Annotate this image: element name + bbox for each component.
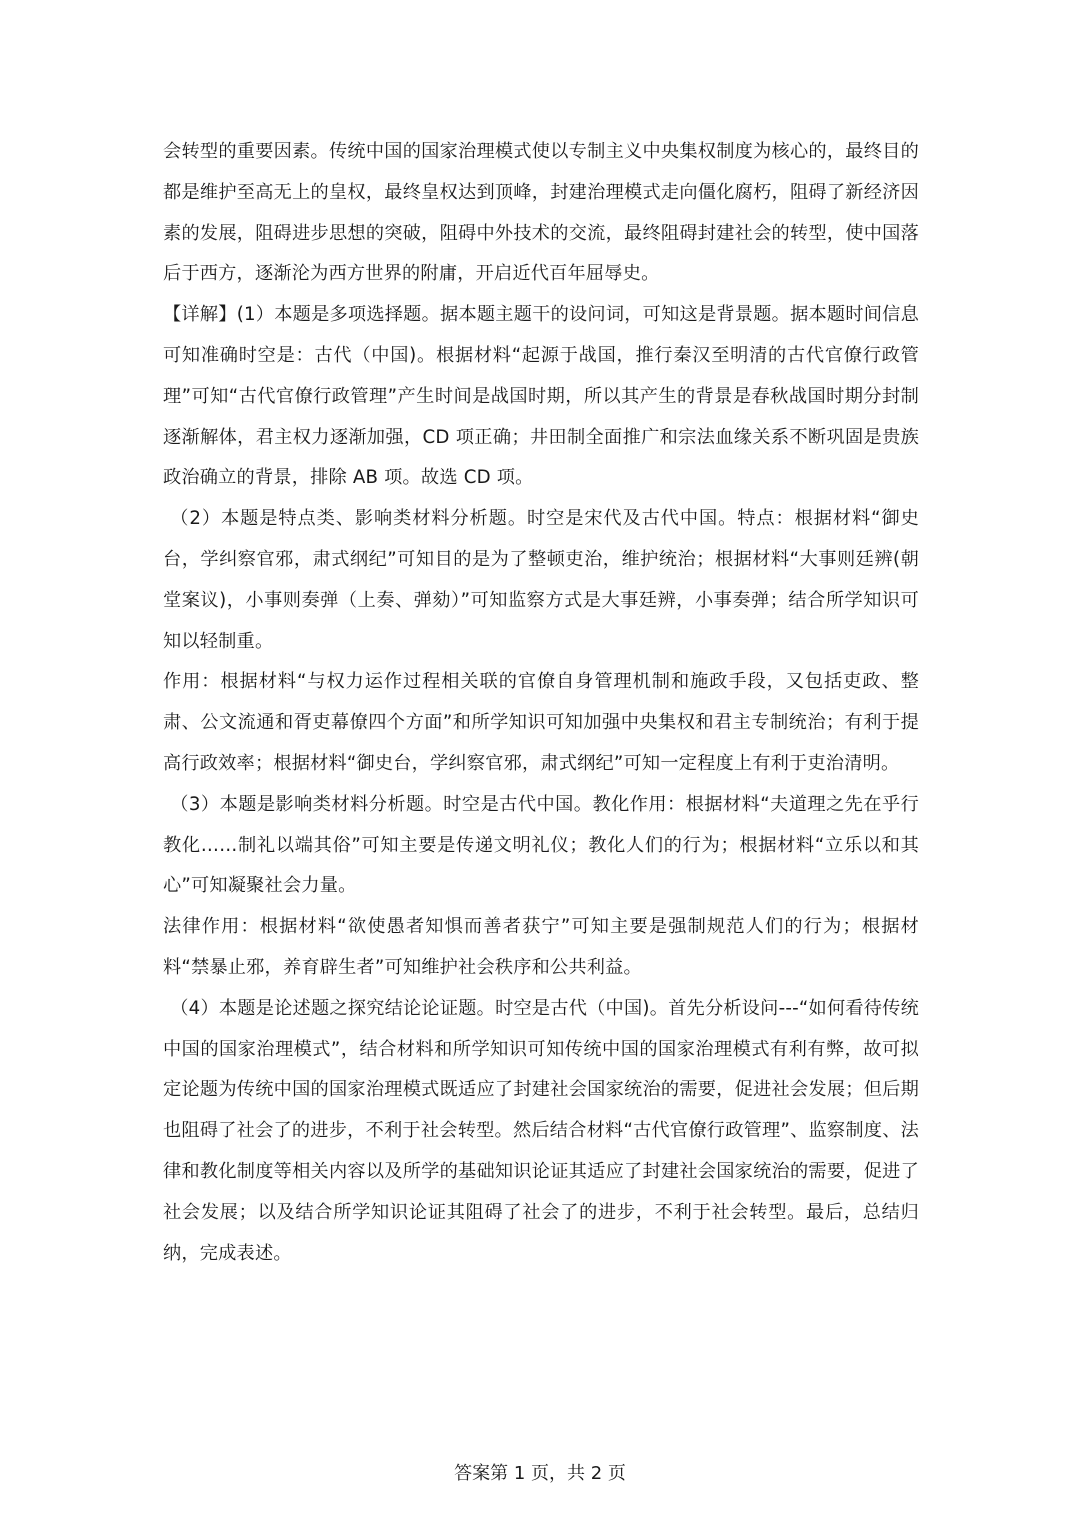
paragraph-conclusion-continued: 会转型的重要因素。传统中国的国家治理模式使以专制主义中央集权制度为核心的，最终目的都是维护至高无上的皇权，最终皇权达到顶峰，封建治理模式走向僵化腐朽，阻碍了新经济因素的发展，阻碍进步思想的突破，阻碍中外技术的交流，最终阻碍封建社会的转型，使中国落后于西方，逐渐沦为西方世界的附庸，开启近代百年屈辱史。	[163, 141, 919, 285]
paragraph-q3-education: （3）本题是影响类材料分析题。时空是古代中国。教化作用：根据材料“夫道理之先在乎行教化……制礼以端其俗”可知主要是传递文明礼仪；教化人们的行为；根据材料“立乐以和其心”可知凝聚社会力量。	[163, 793, 919, 897]
page-number-footer: 答案第 1 页，共 2 页	[454, 1463, 626, 1484]
paragraph-q4-argument: （4）本题是论述题之探究结论论证题。时空是古代（中国)。首先分析设问---“如何看待传统中国的国家治理模式”，结合材料和所学知识可知传统中国的国家治理模式有利有弊，故可拟定论题为传统中国的国家治理模式既适应了封建社会国家统治的需要，促进社会发展；但后期也阻碍了社会了的进步，不利于社会转型。然后结合材料“古代官僚行政管理”、监察制度、法律和教化制度等相关内容以及所学的基础知识论证其适应了封建社会国家统治的需要，促进了社会发展；以及结合所学知识论证其阻碍了社会了的进步，不利于社会转型。最后，总结归纳，完成表述。	[163, 997, 919, 1264]
paragraph-q2-features: （2）本题是特点类、影响类材料分析题。时空是宋代及古代中国。特点：根据材料“御史台，学纠察官邪，肃式纲纪”可知目的是为了整顿吏治，维护统治；根据材料“大事则廷辨(朝堂案议)，小事则奏弹（上奏、弹劾）”可知监察方式是大事廷辨，小事奏弹；结合所学知识可知以轻制重。	[163, 508, 919, 652]
paragraph-detail-q1: 【详解】(1）本题是多项选择题。据本题主题干的设问词，可知这是背景题。据本题时间信息可知准确时空是：古代（中国)。根据材料“起源于战国，推行秦汉至明清的古代官僚行政管理”可知“古代官僚行政管理”产生时间是战国时期，所以其产生的背景是春秋战国时期分封制逐渐解体，君主权力逐渐加强，CD 项正确；井田制全面推广和宗法血缘关系不断巩固是贵族政治确立的背景，排除 AB 项。故选 CD 项。	[163, 304, 919, 489]
paragraph-q3-law: 法律作用：根据材料“欲使愚者知惧而善者获宁”可知主要是强制规范人们的行为；根据材料“禁暴止邪，养育辟生者”可知维护社会秩序和公共利益。	[163, 916, 919, 978]
paragraph-q2-effects: 作用：根据材料“与权力运作过程相关联的官僚自身管理机制和施政手段，又包括吏政、整肃、公文流通和胥吏幕僚四个方面”和所学知识可知加强中央集权和君主专制统治；有利于提高行政效率；根据材料“御史台，学纠察官邪，肃式纲纪”可知一定程度上有利于吏治清明。	[163, 671, 919, 774]
answer-body	[163, 132, 919, 1274]
